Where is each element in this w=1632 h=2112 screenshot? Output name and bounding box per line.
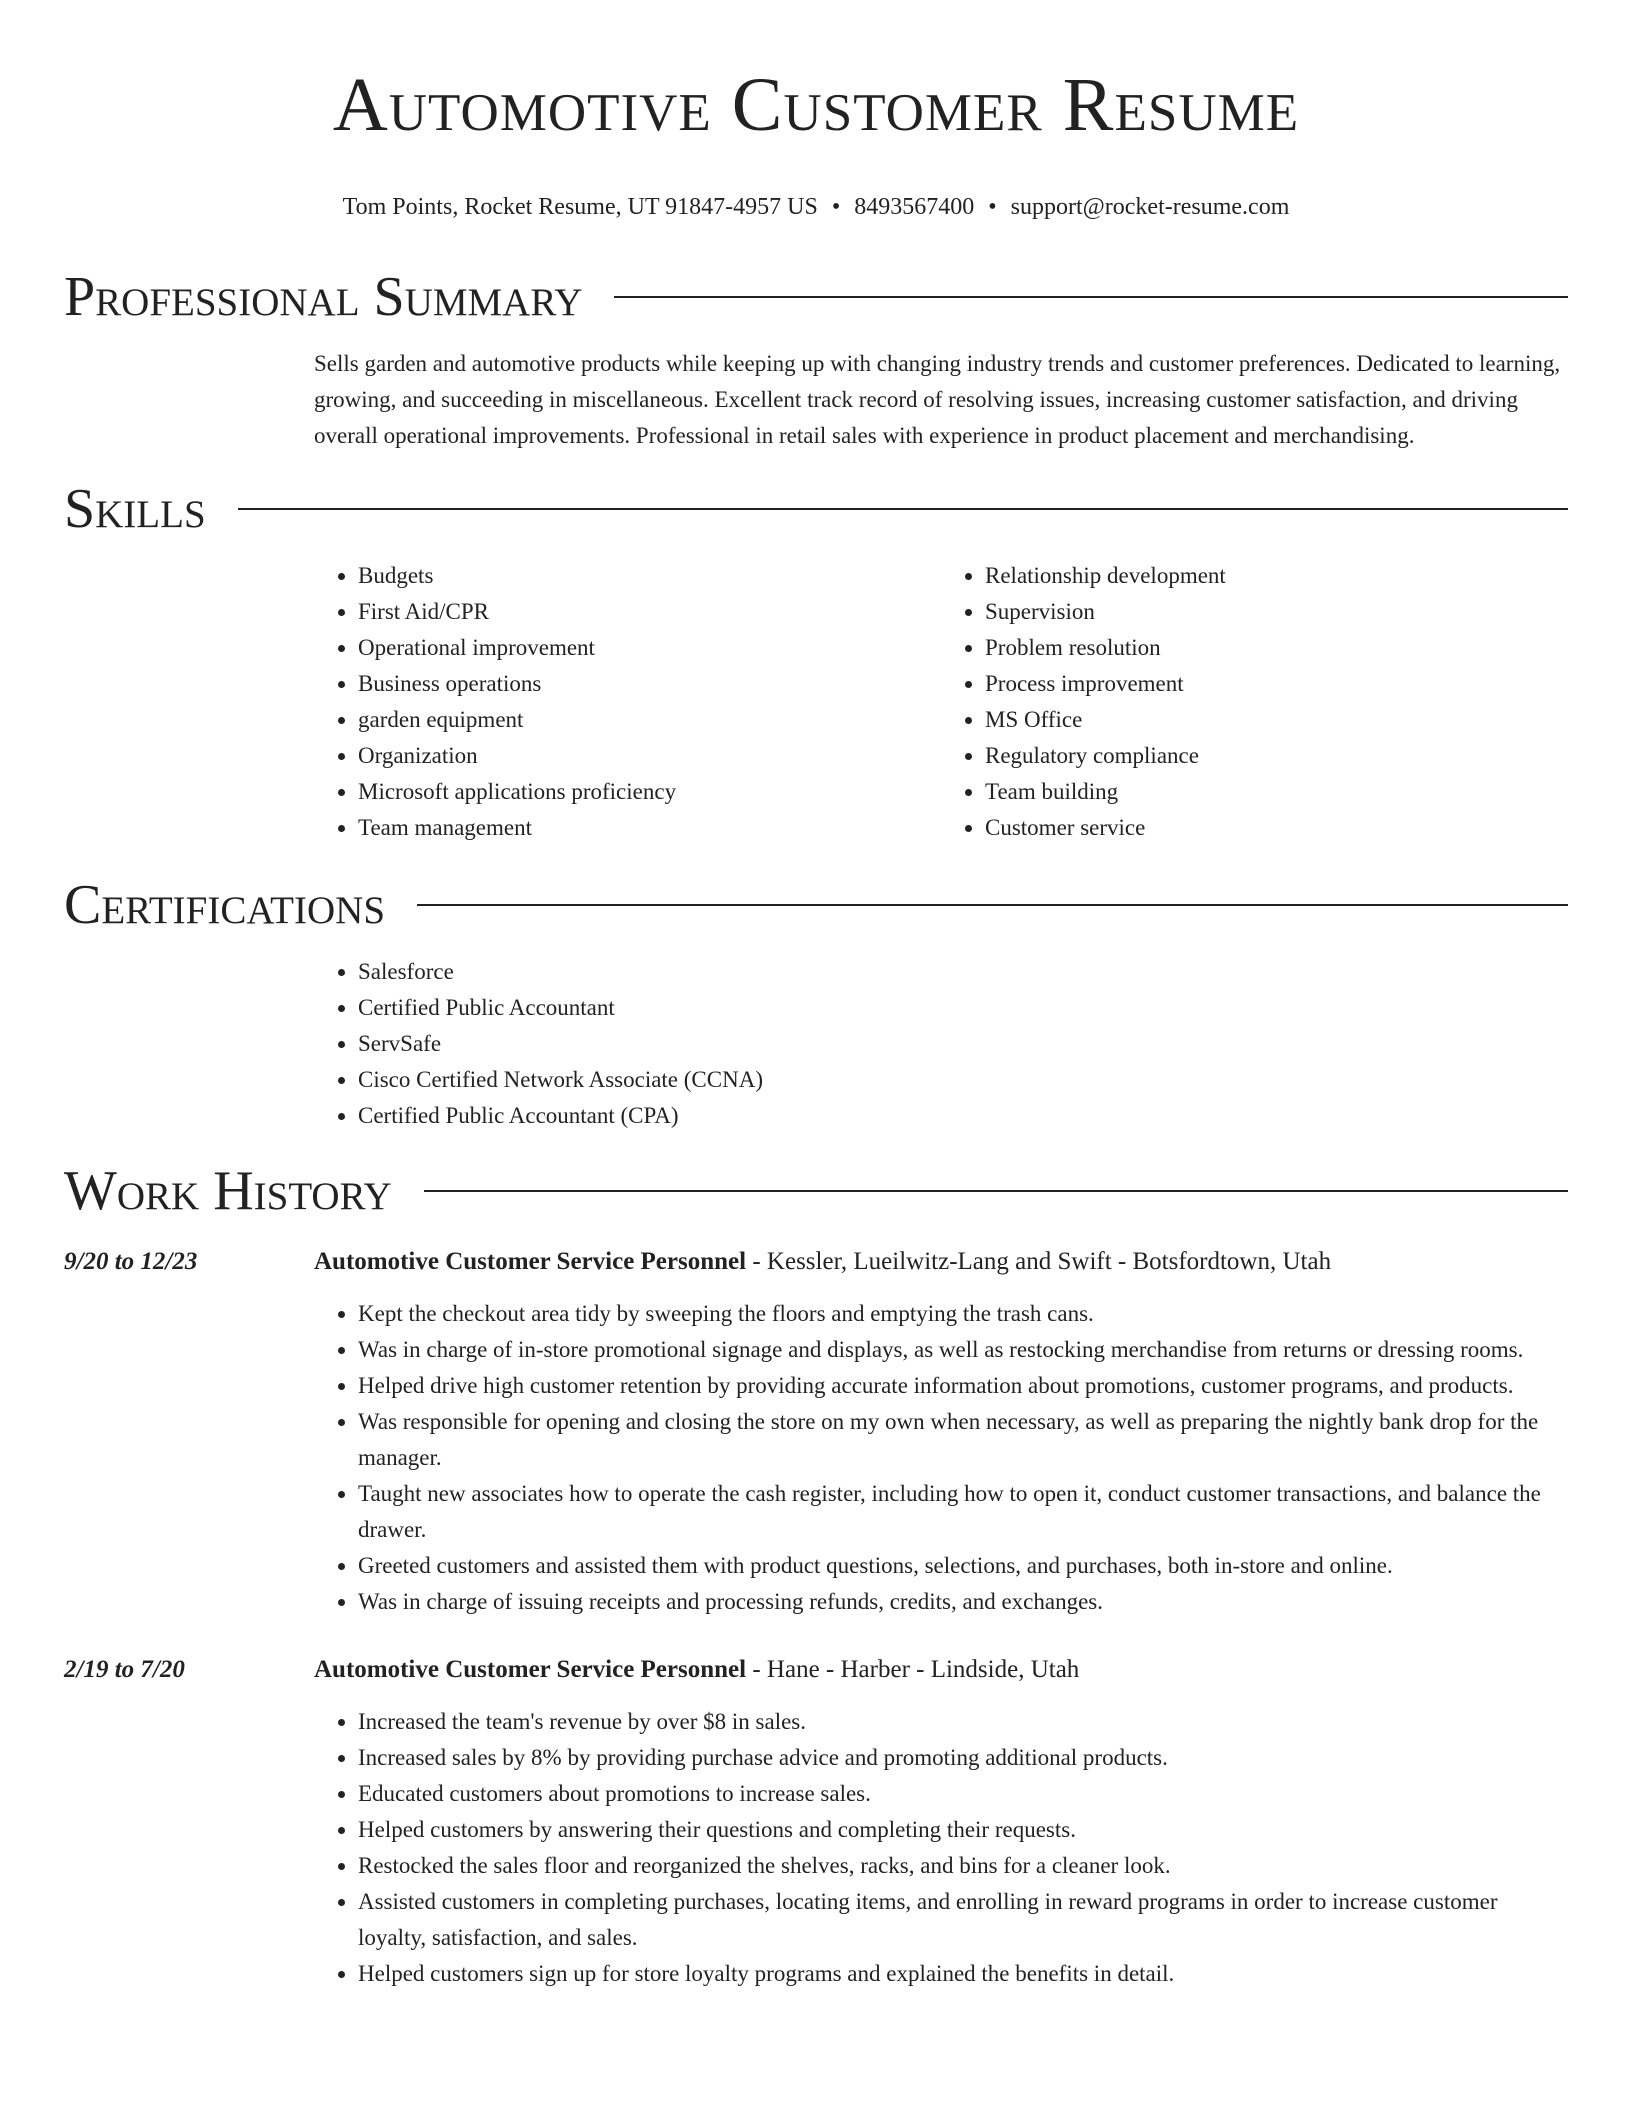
job-entry [64, 1244, 1568, 1620]
certification-item: • ServSafe [358, 1026, 1568, 1062]
contact-separator: • [988, 194, 997, 220]
job-bullet: • Was responsible for opening and closing the store on my own when necessary, as well as preparing the nightly bank drop for the manager. [358, 1404, 1568, 1476]
job-dates: 9/20 to 12/23 [64, 1248, 198, 1275]
skill-item: • Team building [985, 774, 1568, 810]
skill-item: • First Aid/CPR [358, 594, 941, 630]
skill-item: • Budgets [358, 558, 941, 594]
job-bullet: • Educated customers about promotions to increase sales. [358, 1776, 1568, 1812]
job-bullets [314, 1296, 1568, 1620]
contact-email: support@rocket-resume.com [1010, 194, 1290, 220]
job-bullets [314, 1704, 1568, 1992]
skill-item: • Relationship development [985, 558, 1568, 594]
skills-column-left [314, 558, 941, 846]
section-divider [614, 296, 1568, 298]
summary-text: Sells garden and automotive products while keeping up with changing industry trends and customer preferences. Dedicated to learning, growing, and succeeding in miscellaneous. Excellent track record of resolving issues, increasing customer satisfaction, and driving overall operational improvements. Professional in retail sales with experience in product placement and merchandising. [314, 351, 1561, 448]
summary-section-header [64, 266, 1568, 328]
job-bullet: • Helped customers sign up for store loyalty programs and explained the benefits in detail. [358, 1956, 1568, 1992]
job-bullet: • Was in charge of in-store promotional signage and displays, as well as restocking merchandise from returns or dressing rooms. [358, 1332, 1568, 1368]
skill-item: • Operational improvement [358, 630, 941, 666]
certification-item: • Certified Public Accountant [358, 990, 1568, 1026]
skill-item: • Business operations [358, 666, 941, 702]
job-header [64, 1652, 1568, 1688]
section-divider [424, 1190, 1568, 1192]
job-bullet: • Helped drive high customer retention by providing accurate information about promotions, customer programs, and products. [358, 1368, 1568, 1404]
job-bullet: • Kept the checkout area tidy by sweeping the floors and emptying the trash cans. [358, 1296, 1568, 1332]
section-divider [417, 904, 1568, 906]
certification-item: • Cisco Certified Network Associate (CCNA) [358, 1062, 1568, 1098]
skill-item: • Regulatory compliance [985, 738, 1568, 774]
contact-separator: • [831, 194, 841, 220]
certification-item: • Salesforce [358, 954, 1568, 990]
job-bullet: • Restocked the sales floor and reorganized the shelves, racks, and bins for a cleaner look. [358, 1848, 1568, 1884]
certifications-list [314, 954, 1568, 1134]
skill-item: • Customer service [985, 810, 1568, 846]
skill-item: • MS Office [985, 702, 1568, 738]
job-bullet: • Helped customers by answering their questions and completing their requests. [358, 1812, 1568, 1848]
job-heading-line [314, 1244, 1331, 1280]
skills-list [314, 558, 1568, 846]
job-bullet: • Taught new associates how to operate the cash register, including how to open it, conduct customer transactions, and balance the drawer. [358, 1476, 1568, 1548]
job-bullet: • Increased sales by 8% by providing purchase advice and promoting additional products. [358, 1740, 1568, 1776]
job-bullet: • Assisted customers in completing purchases, locating items, and enrolling in reward programs in order to increase customer loyalty, satisfaction, and sales. [358, 1884, 1568, 1956]
skill-item: • Process improvement [985, 666, 1568, 702]
contact-address: Tom Points, Rocket Resume, UT 91847-4957 US [342, 194, 818, 220]
work-section-header [64, 1160, 1568, 1222]
job-bullet: • Greeted customers and assisted them with product questions, selections, and purchases, both in-store and online. [358, 1548, 1568, 1584]
job-title: Automotive Customer Service Personnel [314, 1248, 747, 1275]
job-bullet: • Increased the team's revenue by over $8 in sales. [358, 1704, 1568, 1740]
certifications-section-header [64, 874, 1568, 936]
section-divider [238, 508, 1568, 510]
skill-item: • Team management [358, 810, 941, 846]
skill-item: • Microsoft applications proficiency [358, 774, 941, 810]
job-employer: - Hane - Harber - Lindside, Utah [746, 1656, 1080, 1683]
skill-item: • Supervision [985, 594, 1568, 630]
job-employer: - Kessler, Lueilwitz-Lang and Swift - Botsfordtown, Utah [746, 1248, 1332, 1275]
work-heading: Work History [64, 1160, 392, 1222]
job-title: Automotive Customer Service Personnel [314, 1656, 747, 1683]
certification-item: • Certified Public Accountant (CPA) [358, 1098, 1568, 1134]
job-entry [64, 1652, 1568, 1992]
skills-section-header [64, 478, 1568, 540]
contact-phone: 8493567400 [854, 194, 975, 220]
skill-item: • Organization [358, 738, 941, 774]
contact-line [64, 192, 1568, 222]
skills-heading: Skills [64, 478, 206, 540]
summary-heading: Professional Summary [64, 266, 583, 328]
job-bullet: • Was in charge of issuing receipts and processing refunds, credits, and exchanges. [358, 1584, 1568, 1620]
job-header [64, 1244, 1568, 1280]
job-dates: 2/19 to 7/20 [64, 1656, 185, 1683]
job-heading-line [314, 1652, 1079, 1688]
skill-item: • Problem resolution [985, 630, 1568, 666]
skills-column-right [941, 558, 1568, 846]
resume-title: Automotive Customer Resume [332, 63, 1300, 147]
certifications-heading: Certifications [64, 874, 386, 936]
skill-item: • garden equipment [358, 702, 941, 738]
